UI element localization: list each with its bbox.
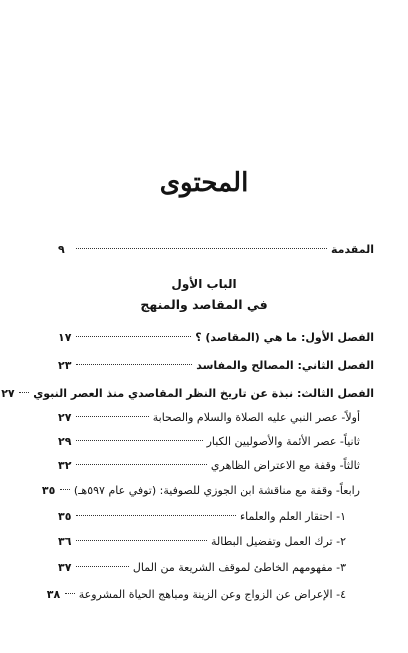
dot-leader: [76, 364, 192, 365]
toc-entry-label: ٢- ترك العمل وتفضيل البطالة: [211, 535, 346, 548]
toc-page-number: ١٧: [58, 331, 72, 344]
toc-entry-label: ثالثاً- وقفة مع الاعتراض الظاهري: [210, 459, 360, 472]
toc-page-number: ٢٣: [58, 359, 72, 372]
dot-leader: [76, 515, 236, 516]
dot-leader: [76, 464, 207, 465]
toc-page-number: ٩: [58, 243, 65, 256]
dot-leader: [76, 440, 203, 441]
part-subheading: في المقاصد والمنهج: [140, 297, 268, 312]
toc-page-number: ٣٧: [58, 561, 72, 574]
toc-entry-label: ٣- مفهومهم الخاطئ لموقف الشريعة من المال: [132, 561, 346, 574]
toc-page-number: ٢٧: [58, 411, 72, 424]
toc-entry-label: الفصل الأول: ما هي (المقاصد) ؟: [195, 331, 374, 344]
toc-page-number: ٣٦: [58, 535, 72, 548]
dot-leader: [76, 540, 207, 541]
toc-entry-label: الفصل الثالث: نبذة عن تاريخ النظر المقاصدي منذ العصر النبوي: [33, 387, 374, 400]
toc-entry-subsection-2[interactable]: [58, 435, 360, 453]
dot-leader: [19, 392, 29, 393]
toc-entry-subsection-4[interactable]: [41, 484, 360, 502]
toc-entry-intro[interactable]: [58, 243, 374, 261]
toc-entry-label: المقدمة: [330, 243, 374, 256]
toc-entry-label: ثانياً- عصر الأئمة والأصوليين الكبار: [206, 435, 360, 448]
toc-entry-chapter-1[interactable]: [58, 331, 374, 349]
toc-entry-chapter-3[interactable]: [1, 387, 374, 405]
toc-page-number: ٣٨: [46, 588, 61, 601]
dot-leader: [65, 593, 75, 594]
toc-entry-label: رابعاً- وقفة مع مناقشة ابن الجوزي للصوفية: (توفي عام ٥٩٧هـ): [73, 484, 360, 497]
toc-entry-label: أولاً- عصر النبي عليه الصلاة والسلام والصحابة: [152, 411, 360, 424]
dot-leader: [76, 248, 327, 249]
toc-entry-subsection-3[interactable]: [58, 459, 360, 477]
toc-page-number: ٣٥: [41, 484, 56, 497]
toc-entry-subsection-1[interactable]: [58, 411, 360, 429]
dot-leader: [76, 336, 191, 337]
toc-entry-item-1[interactable]: [58, 510, 346, 528]
toc-entry-chapter-2[interactable]: [58, 359, 374, 377]
toc-entry-label: ١- احتقار العلم والعلماء: [239, 510, 346, 523]
toc-entry-item-3[interactable]: [58, 561, 346, 579]
toc-page-number: ٢٧: [1, 387, 15, 400]
dot-leader: [76, 416, 149, 417]
toc-page-number: ٢٩: [58, 435, 72, 448]
toc-entry-item-4[interactable]: [46, 588, 346, 606]
toc-entry-label: الفصل الثاني: المصالح والمفاسد: [196, 359, 374, 372]
toc-page-number: ٣٢: [58, 459, 72, 472]
toc-entry-item-2[interactable]: [58, 535, 346, 553]
dot-leader: [60, 489, 70, 490]
part-heading: الباب الأول: [171, 277, 237, 291]
toc-page-number: ٣٥: [58, 510, 72, 523]
toc-entry-label: ٤- الإعراض عن الزواج وعن الزينة ومباهج الحياة المشروعة: [78, 588, 346, 601]
page-title: المحتوى: [159, 168, 249, 198]
dot-leader: [76, 566, 129, 567]
